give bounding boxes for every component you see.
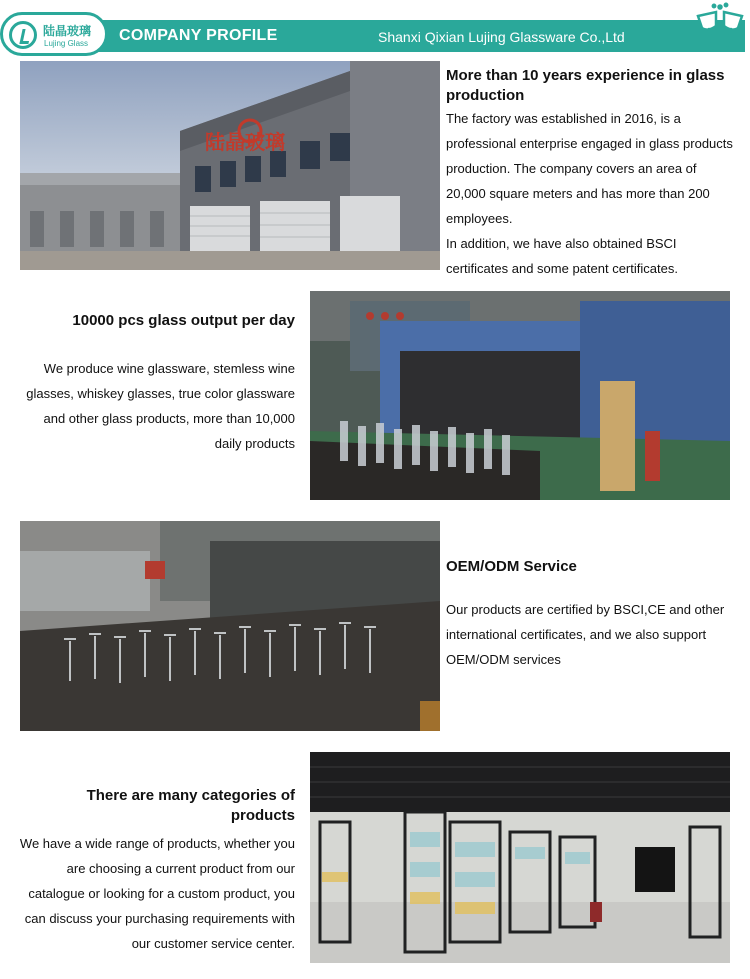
company-name: Shanxi Qixian Lujing Glassware Co.,Ltd bbox=[378, 29, 625, 45]
annealing-furnace-photo bbox=[310, 291, 730, 500]
company-logo bbox=[0, 12, 108, 56]
page-title: COMPANY PROFILE bbox=[119, 27, 278, 44]
section-2-paragraph: We produce wine glassware, stemless wine glasses, whiskey glasses, true color glassware and other glass products, more than 10,000 daily products bbox=[26, 361, 295, 451]
showroom-photo bbox=[310, 752, 730, 963]
glass-conveyor-photo bbox=[20, 521, 440, 731]
section-3-heading: OEM/ODM Service bbox=[446, 558, 577, 575]
section-4-paragraph: We have a wide range of products, whether you are choosing a current product from our catalogue or looking for a custom product, you can discuss your purchasing requirements with our customer service center. bbox=[19, 836, 295, 951]
section-4-heading: There are many categories of products bbox=[86, 787, 295, 824]
section-2-heading: 10000 pcs glass output per day bbox=[72, 312, 295, 329]
section-1-paragraph-2: In addition, we have also obtained BSCI certificates and some patent certificates. bbox=[446, 236, 678, 276]
factory-building-photo bbox=[20, 61, 440, 270]
section-1-paragraph-1: The factory was established in 2016, is a professional enterprise engaged in glass products production. The company covers an area of 20,000 square meters and has more than 200 employees. bbox=[446, 111, 733, 226]
wine-glasses-icon bbox=[692, 2, 748, 62]
factory-sign-text: 陆晶玻璃 bbox=[205, 130, 285, 154]
section-3-paragraph: Our products are certified by BSCI,CE and other international certificates, and we also support OEM/ODM services bbox=[446, 602, 725, 667]
section-1-heading: More than 10 years experience in glass production bbox=[446, 67, 725, 104]
page-header bbox=[0, 0, 750, 66]
logo-mark-icon bbox=[9, 21, 37, 49]
logo-english-name: Lujing Glass bbox=[44, 39, 89, 48]
logo-chinese-name: 陆晶玻璃 bbox=[43, 24, 92, 38]
